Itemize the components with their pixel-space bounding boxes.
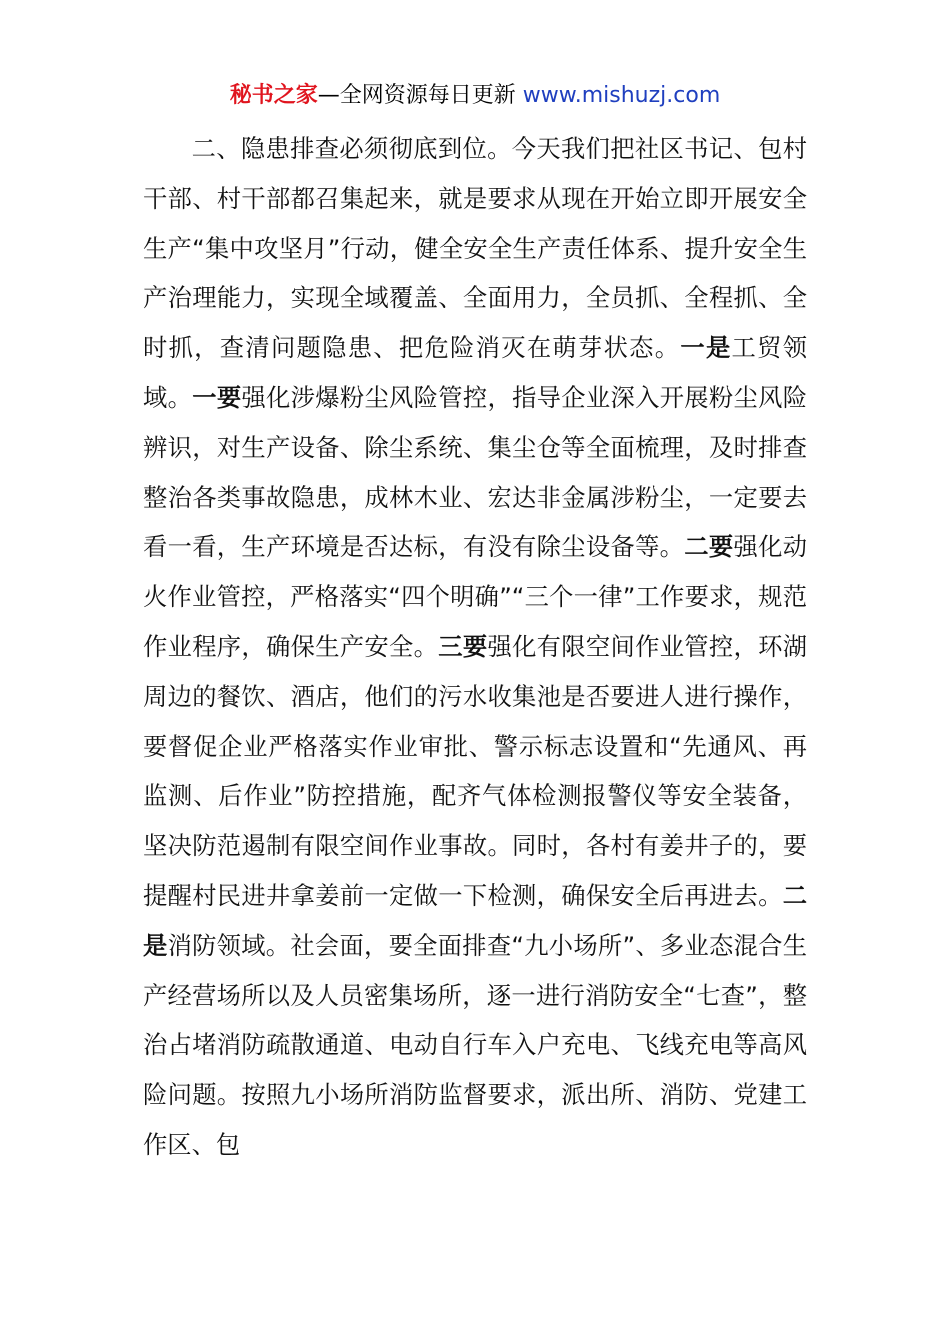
text-segment: 工贸领域。	[143, 333, 808, 412]
bold-marker: 一是	[680, 333, 732, 363]
site-url-link[interactable]: www.mishuzj.com	[522, 83, 721, 108]
bold-marker: 二是	[143, 880, 807, 960]
text-segment: 二、隐患排查必须彻底到位。今天我们把社区书记、包村干部、村干部都召集起来，就是要求从现在开始立即开展安全生产“集中攻坚月”行动，健全安全生产责任体系、提升安全生产治理能力，实现全域覆盖、全面用力，全员抓、全程抓、全时抓，查清问题隐患、把危险消灭在萌芽状态。	[143, 134, 807, 363]
site-brand: 秘书之家	[229, 83, 318, 108]
site-header	[0, 80, 950, 112]
text-segment: 消防领域。社会面，要全面排查“九小场所”、多业态混合生产经营场所以及人员密集场所，逐一进行消防安全“七查”，整治占堵消防疏散通道、电动自行车入户充电、飞线充电等高风险问题。按照九小场所消防监督要求，派出所、消防、党建工作区、包	[143, 930, 807, 1159]
text-segment: 强化有限空间作业管控，环湖周边的餐饮、酒店，他们的污水收集池是否要进人进行操作，要督促企业严格落实作业审批、警示标志设置和“先通风、再监测、后作业”防控措施，配齐气体检测报警仪等安全装备，坚决防范遏制有限空间作业事故。同时，各村有姜井子的，要提醒村民进井拿姜前一定做一下检测，确保安全后再进去。	[143, 631, 808, 910]
text-segment: 强化涉爆粉尘风险管控，指导企业深入开展粉尘风险辨识，对生产设备、除尘系统、集尘仓等全面梳理，及时排查整治各类事故隐患，成林木业、宏达非金属涉粉尘，一定要去看一看，生产环境是否达标，有没有除尘设备等。	[143, 382, 808, 562]
body-paragraph	[143, 124, 807, 1170]
bold-marker: 一要	[192, 382, 242, 412]
bold-marker: 三要	[438, 631, 488, 661]
text-segment: 强化动火作业管控，严格落实“四个明确”“三个一律”工作要求，规范作业程序，确保生产安全。	[143, 532, 808, 661]
bold-marker: 二要	[684, 532, 734, 562]
site-tagline: —全网资源每日更新	[317, 83, 523, 108]
